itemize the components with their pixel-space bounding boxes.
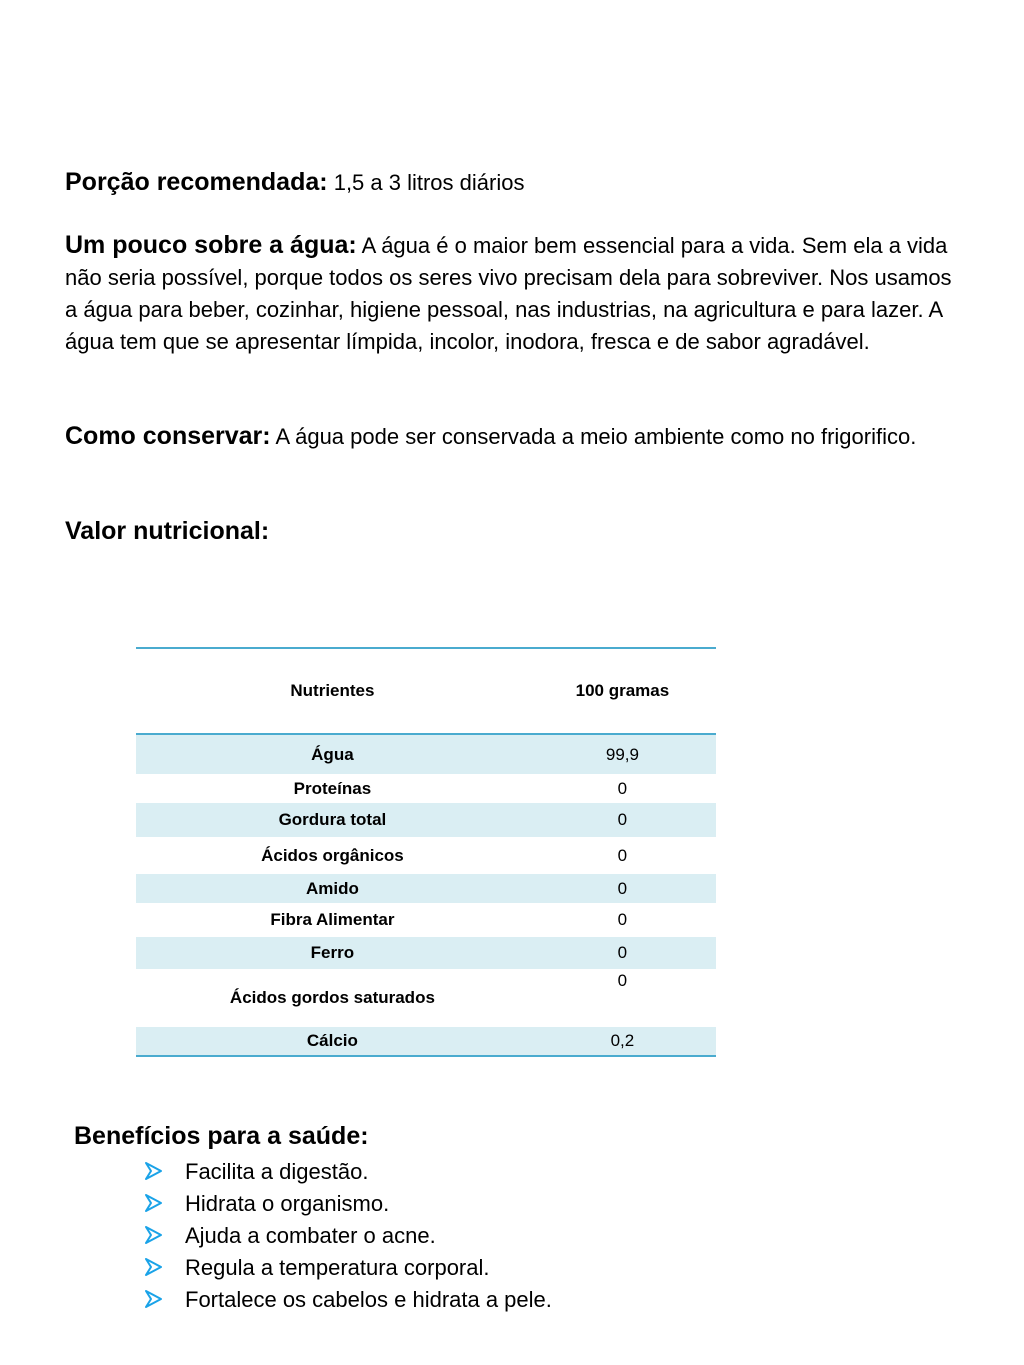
nutrient-value: 0,2	[529, 1027, 716, 1056]
nutrition-table	[136, 647, 716, 1057]
nutrient-value: 0	[529, 874, 716, 903]
nutrient-value: 0	[617, 845, 628, 865]
sobre-agua-text: A água é o maior bem essencial para a vida. Sem ela a vida não seria possível, porque todos os seres vivo precisam dela para sobreviver. Nos usamos a água para beber, cozinhar, higiene pessoal, nas industrias, na agricultura e para lazer. A água tem que se apresentar límpida, incolor, inodora, fresca e de sabor agradável.	[65, 233, 952, 354]
conservar-label: Como conservar:	[65, 422, 271, 450]
nutrition-table-container	[136, 647, 716, 1057]
valor-nutricional-label: Valor nutricional:	[65, 517, 270, 545]
list-item	[140, 1220, 552, 1252]
table-row	[136, 774, 716, 803]
table-row	[136, 837, 716, 874]
header-100-gramas: 100 gramas	[575, 681, 670, 700]
porcao-paragraph	[65, 166, 965, 199]
beneficio-text: Facilita a digestão.	[185, 1159, 369, 1184]
nutrient-name: Ácidos gordos saturados	[229, 988, 435, 1007]
table-row	[136, 1027, 716, 1056]
nutrient-name: Ácidos orgânicos	[261, 845, 404, 865]
nutrient-name: Ferro	[136, 937, 529, 969]
beneficio-text: Ajuda a combater o acne.	[185, 1223, 436, 1248]
nutrient-value: 0	[617, 971, 628, 990]
nutrient-name: Proteínas	[293, 778, 372, 798]
nutrient-value: 0	[617, 910, 628, 929]
beneficios-heading: Benefícios para a saúde:	[74, 1122, 369, 1150]
sobre-agua-paragraph	[65, 229, 965, 358]
list-item	[140, 1284, 552, 1316]
table-header-row	[136, 648, 716, 734]
beneficio-text: Fortalece os cabelos e hidrata a pele.	[185, 1287, 552, 1312]
beneficio-text: Regula a temperatura corporal.	[185, 1255, 490, 1280]
arrow-bullet-icon	[143, 1161, 163, 1181]
nutrient-value: 0	[529, 937, 716, 969]
nutrient-name: Água	[136, 734, 529, 774]
table-row	[136, 903, 716, 937]
list-item	[140, 1188, 552, 1220]
arrow-bullet-icon	[143, 1225, 163, 1245]
arrow-bullet-icon	[143, 1289, 163, 1309]
conservar-paragraph	[65, 420, 965, 453]
nutrient-name: Gordura total	[136, 803, 529, 837]
nutrient-name: Cálcio	[136, 1027, 529, 1056]
arrow-bullet-icon	[143, 1193, 163, 1213]
table-row	[136, 937, 716, 969]
conservar-text: A água pode ser conservada a meio ambiente como no frigorifico.	[270, 424, 917, 449]
table-row	[136, 734, 716, 774]
list-item	[140, 1252, 552, 1284]
list-item	[140, 1156, 552, 1188]
nutrient-name: Amido	[136, 874, 529, 903]
arrow-bullet-icon	[143, 1257, 163, 1277]
beneficios-list	[140, 1156, 552, 1316]
table-row	[136, 969, 716, 1027]
nutrient-name: Fibra Alimentar	[270, 910, 395, 929]
header-nutrientes: Nutrientes	[290, 681, 375, 700]
table-row	[136, 803, 716, 837]
porcao-label: Porção recomendada:	[65, 168, 328, 196]
table-row	[136, 874, 716, 903]
nutrient-value: 0	[617, 778, 628, 798]
nutrient-value: 0	[529, 803, 716, 837]
sobre-agua-label: Um pouco sobre a água:	[65, 231, 357, 259]
valor-nutricional-heading	[65, 515, 965, 548]
nutrient-value: 99,9	[529, 734, 716, 774]
beneficio-text: Hidrata o organismo.	[185, 1191, 390, 1216]
porcao-text: 1,5 a 3 litros diários	[327, 170, 525, 195]
